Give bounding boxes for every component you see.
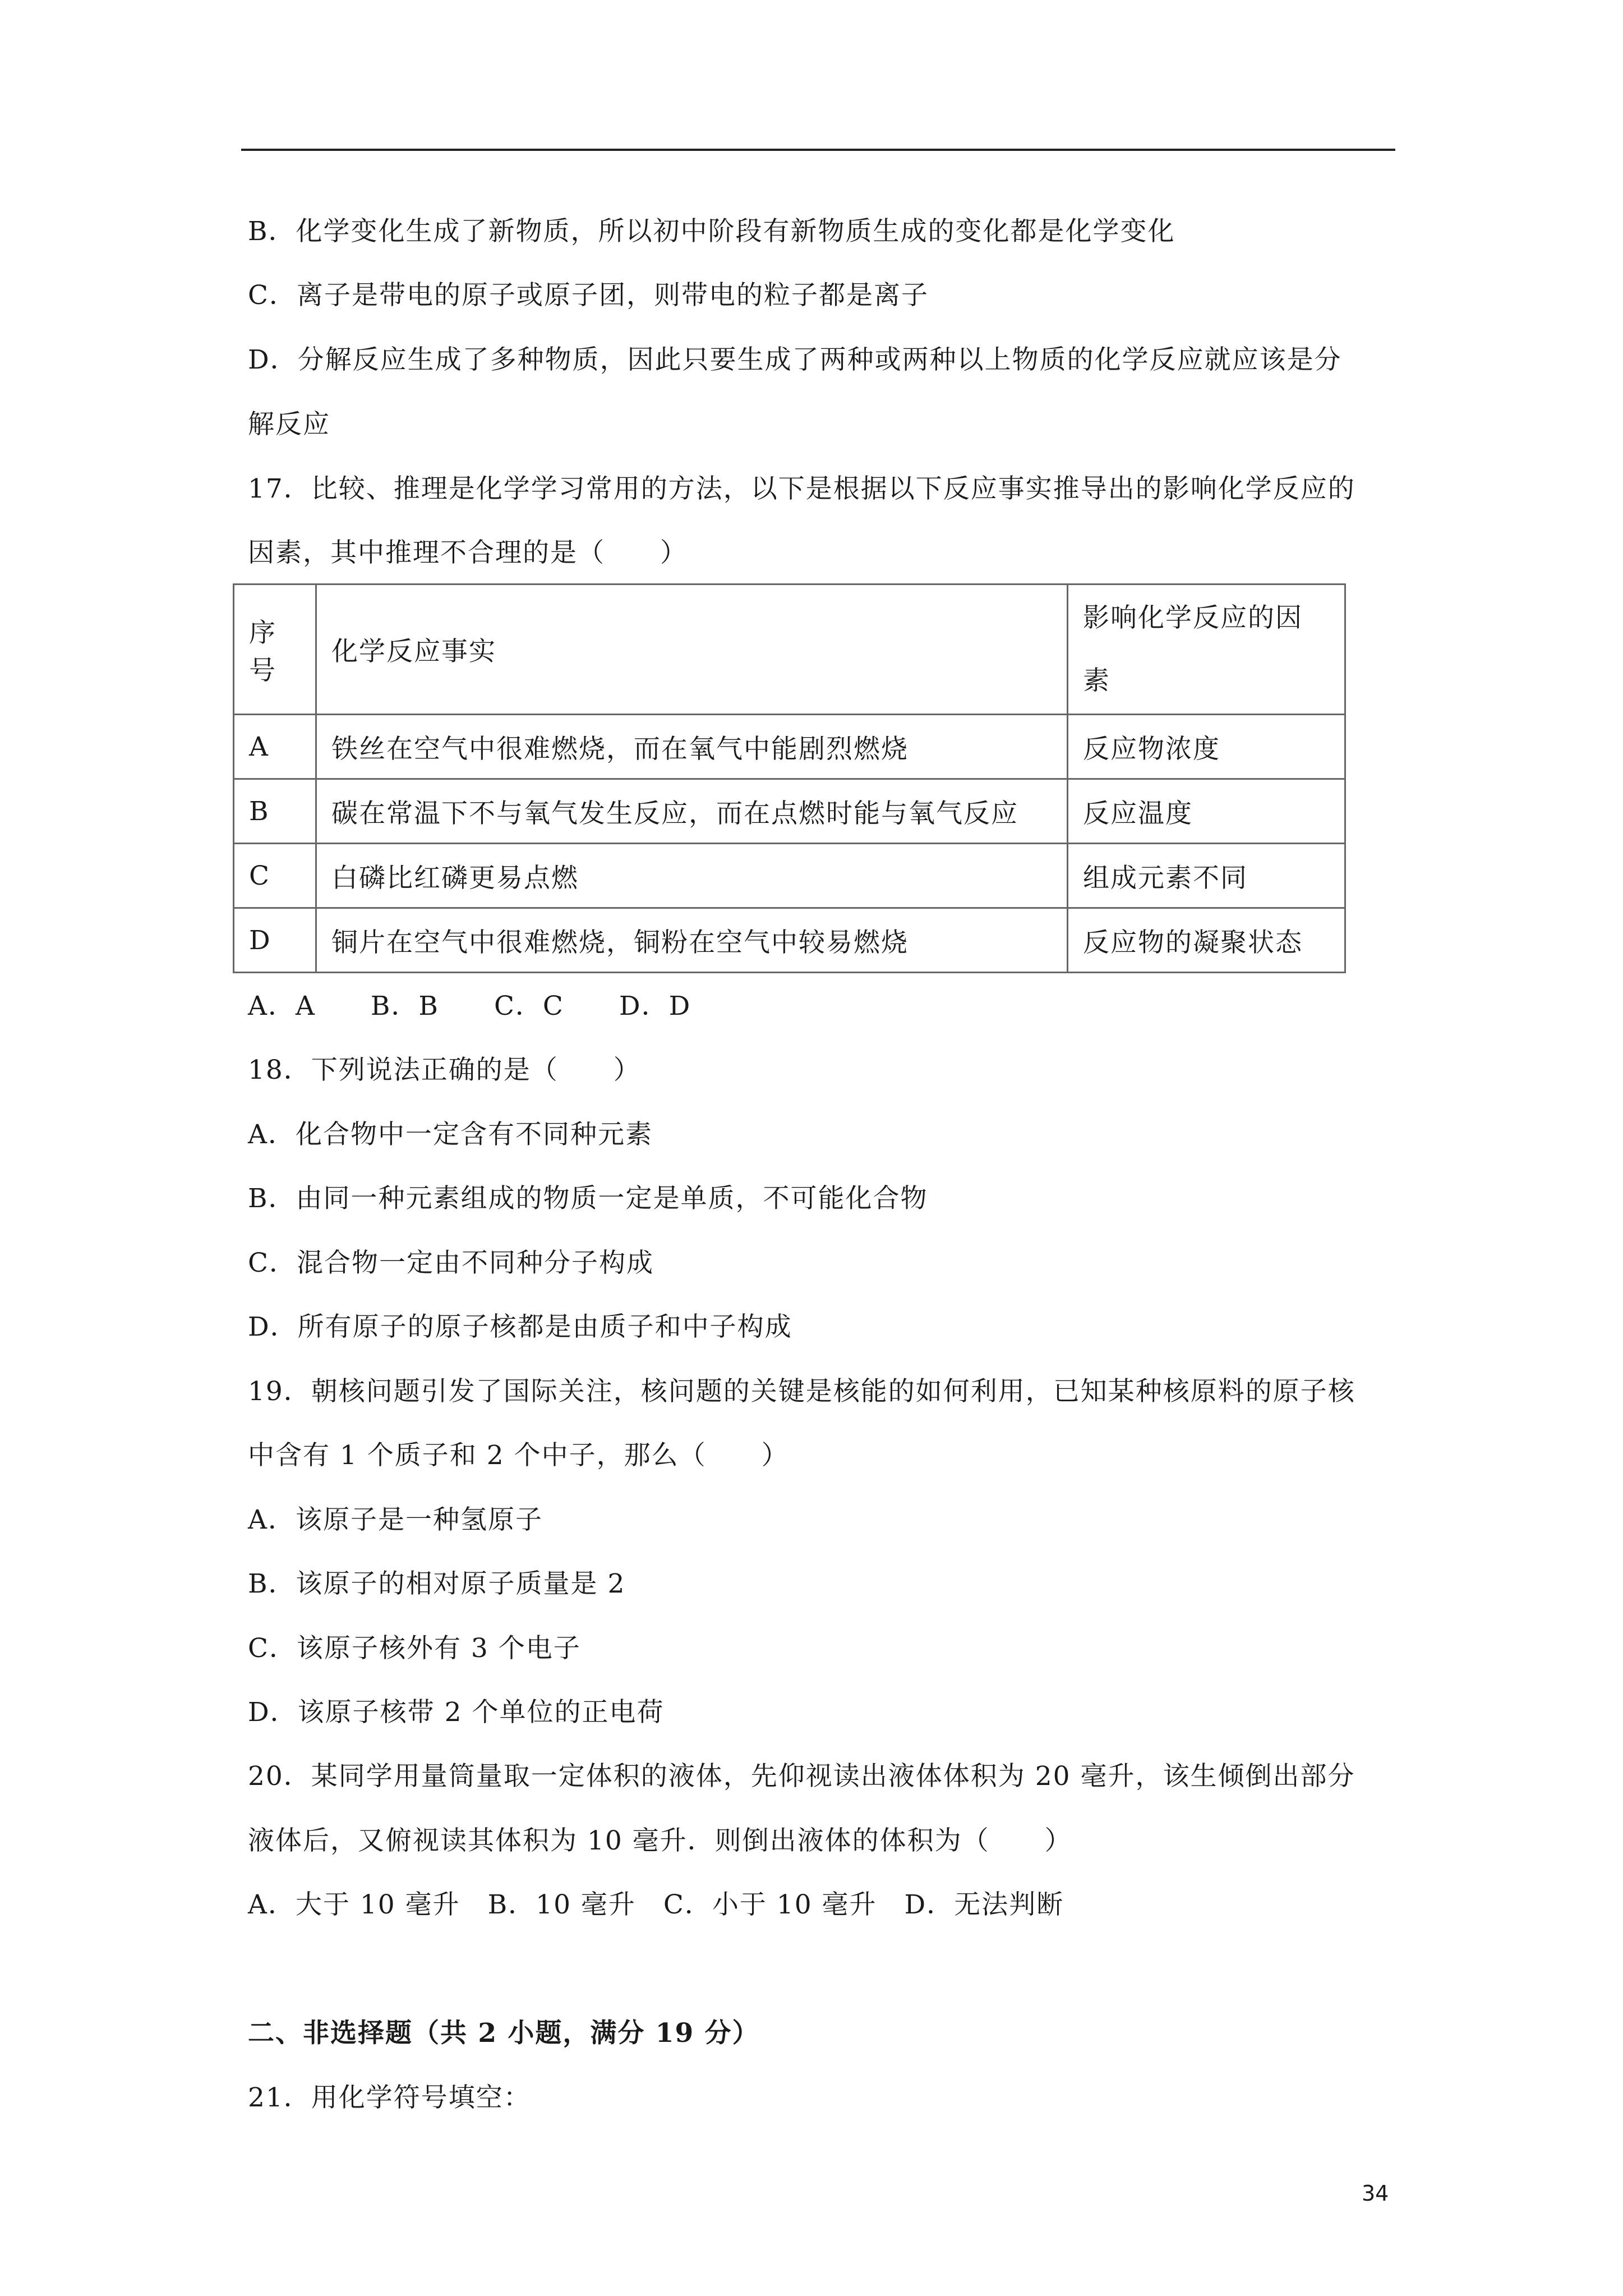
- q20-options: A．大于 10 毫升 B．10 毫升 C．小于 10 毫升 D．无法判断: [248, 1889, 1064, 1920]
- q16-option-d: D．分解反应生成了多种物质，因此只要生成了两种或两种以上物质的化学反应就应该是分: [248, 344, 1342, 375]
- q17-header-factor-text: 影响化学反应的因素: [1083, 602, 1303, 696]
- q17-stem-line-2: 因素，其中推理不合理的是（ ）: [248, 537, 688, 568]
- q18-option-d: D．所有原子的原子核都是由质子和中子构成: [248, 1312, 792, 1342]
- q19-option-d: D．该原子核带 2 个单位的正电荷: [248, 1697, 665, 1728]
- q17-cell-fact: 碳在常温下不与氧气发生反应，而在点燃时能与氧气反应: [316, 779, 1068, 844]
- q19-stem-line-1: 19．朝核问题引发了国际关注，核问题的关键是核能的如何利用，已知某种核原料的原子核: [248, 1376, 1355, 1407]
- q17-header-factor: [1068, 585, 1345, 715]
- q17-table-header-row: [234, 585, 1345, 715]
- q18-option-b: B．由同一种元素组成的物质一定是单质，不可能化合物: [248, 1183, 928, 1214]
- q20-stem-line-1: 20．某同学用量筒量取一定体积的液体，先仰视读出液体体积为 20 毫升，该生倾倒出部分: [248, 1761, 1355, 1792]
- table-row: [234, 715, 1345, 779]
- page-number: 34: [1362, 2181, 1389, 2206]
- header-rule: [241, 149, 1395, 151]
- q17-cell-label: C: [234, 844, 316, 908]
- q20-stem-line-2: 液体后，又俯视读其体积为 10 毫升．则倒出液体的体积为（ ）: [248, 1825, 1072, 1856]
- q17-cell-factor: 组成元素不同: [1068, 844, 1345, 908]
- q16-option-b: B．化学变化生成了新物质，所以初中阶段有新物质生成的变化都是化学变化: [248, 216, 1175, 247]
- q17-cell-label: D: [234, 908, 316, 973]
- q17-stem-line-1: 17．比较、推理是化学学习常用的方法，以下是根据以下反应事实推导出的影响化学反应的: [248, 473, 1355, 504]
- q21-stem: 21．用化学符号填空：: [248, 2082, 531, 2113]
- q17-header-fact: 化学反应事实: [316, 585, 1068, 715]
- q17-cell-fact: 白磷比红磷更易点燃: [316, 844, 1068, 908]
- table-row: [234, 779, 1345, 844]
- table-row: [234, 908, 1345, 973]
- q17-cell-factor: 反应物的凝聚状态: [1068, 908, 1345, 973]
- q17-cell-label: B: [234, 779, 316, 844]
- q17-cell-factor: 反应物浓度: [1068, 715, 1345, 779]
- table-row: [234, 844, 1345, 908]
- q17-cell-factor: 反应温度: [1068, 779, 1345, 844]
- q17-header-number: 序号: [234, 585, 316, 715]
- q18-stem: 18．下列说法正确的是（ ）: [248, 1055, 641, 1085]
- q16-option-c: C．离子是带电的原子或原子团，则带电的粒子都是离子: [248, 280, 929, 311]
- section-2-title: 二、非选择题（共 2 小题，满分 19 分）: [248, 2018, 760, 2049]
- q17-cell-fact: 铜片在空气中很难燃烧，铜粉在空气中较易燃烧: [316, 908, 1068, 973]
- q17-table: [233, 583, 1346, 973]
- q18-option-a: A．化合物中一定含有不同种元素: [248, 1119, 653, 1150]
- q19-stem-line-2: 中含有 1 个质子和 2 个中子，那么（ ）: [248, 1440, 789, 1471]
- q17-cell-label: A: [234, 715, 316, 779]
- q17-options: A．A B．B C．C D．D: [248, 991, 691, 1022]
- q16-option-d-continued: 解反应: [248, 409, 330, 440]
- q19-option-a: A．该原子是一种氢原子: [248, 1504, 543, 1535]
- q17-cell-fact: 铁丝在空气中很难燃烧，而在氧气中能剧烈燃烧: [316, 715, 1068, 779]
- q19-option-b: B．该原子的相对原子质量是 2: [248, 1568, 626, 1599]
- q18-option-c: C．混合物一定由不同种分子构成: [248, 1248, 654, 1278]
- q19-option-c: C．该原子核外有 3 个电子: [248, 1633, 581, 1664]
